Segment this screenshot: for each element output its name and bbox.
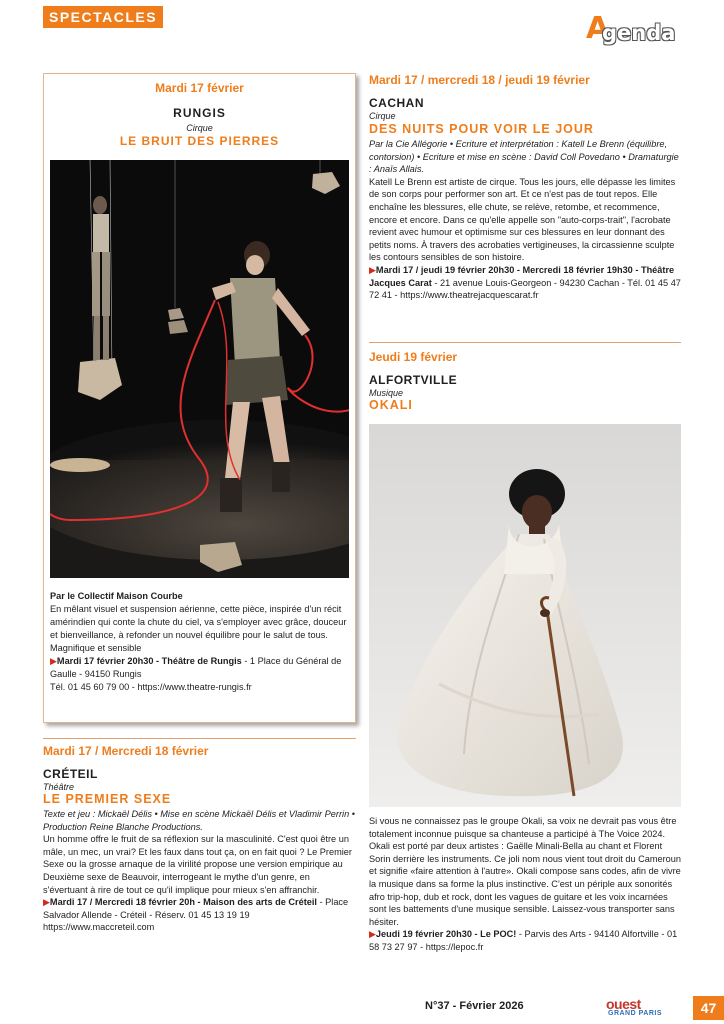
play-arrow-icon: ▶ — [369, 264, 376, 275]
creteil-city: CRÉTEIL — [43, 767, 98, 781]
rungis-website-link[interactable]: https://www.theatre-rungis.fr — [137, 682, 252, 692]
rungis-company: Par le Collectif Maison Courbe — [50, 591, 183, 601]
rungis-info — [50, 655, 352, 681]
rungis-city: RUNGIS — [173, 106, 226, 120]
creteil-credits: Texte et jeu : Mickaël Délis • Mise en scène Mickaël Délis et Vladimir Perrin • Production Reine Blanche Productions. — [43, 809, 355, 832]
rungis-session: Mardi 17 février 20h30 - Théâtre de Rungis — [56, 656, 242, 666]
play-arrow-icon: ▶ — [43, 897, 50, 908]
rungis-phone: Tél. 01 45 60 79 00 - — [50, 682, 138, 692]
creteil-article — [43, 744, 356, 934]
creteil-genre: Théâtre — [43, 782, 75, 792]
cachan-description: Katell Le Brenn est artiste de cirque. Tous les jours, elle dépasse les limites de son corps pour performer son art. Et ce n'est pas de tout repos. Elle enchaîne les blessures, elle chute, se relève, retombe, et recommence, encore et encore. Dans ce qu'elle appelle son "auto-corps-trait", l'acrobate revient avec humour et optimisme sur ces blessures en leur donnant des petits noms. À travers des acrobaties vertigineuses, la circassienne sculpte les contours sensibles de son histoire. — [369, 176, 676, 263]
cachan-address: - 21 avenue Louis-Georgeon - 94230 Cachan - Tél. 01 45 47 72 41 - — [369, 277, 681, 301]
page-number: 47 — [693, 996, 724, 1020]
creteil-session: Mardi 17 / Mercredi 18 février 20h - Maison des arts de Créteil — [49, 897, 317, 908]
section-rubric: SPECTACLES — [43, 6, 163, 28]
alfortville-city: ALFORTVILLE — [369, 373, 458, 387]
creteil-contact — [43, 921, 356, 934]
divider — [43, 738, 356, 739]
alfortville-header — [369, 350, 681, 412]
alfortville-date: Jeudi 19 février — [369, 350, 458, 364]
rungis-description: En mêlant visuel et suspension aérienne, cette pièce, inspirée d'un récit amérindien qui conte la chute du ciel, va s'employer avec grâce, douceur et bienveillance, à refonder un nouvel équilibre pour le salut de tous. Magnifique et sensible — [50, 604, 347, 653]
rungis-title: LE BRUIT DES PIERRES — [119, 134, 280, 148]
magazine-logo-bottom: GRAND PARIS — [608, 1010, 662, 1017]
alfortville-session: Jeudi 19 février 20h30 - Le POC! — [375, 929, 517, 940]
creteil-info — [43, 896, 356, 921]
creteil-address: - Place Salvador Allende - Créteil - Réserv. 01 45 13 19 19 — [43, 897, 349, 920]
alfortville-title: OKALI — [369, 398, 413, 412]
rungis-body — [50, 590, 352, 694]
magazine-logo — [606, 996, 680, 1020]
cachan-city: CACHAN — [369, 96, 424, 110]
issue-label: N°37 - Février 2026 — [425, 1000, 524, 1012]
creteil-description: Un homme offre le fruit de sa réflexion sur la masculinité. C'est quoi être un mâle, un mec, un vrai? Et les faux dans tout ça, on en fait quoi ? Le Premier Sexe ou la grosse arnaque de la virilité propose une version empirique au Deuxième sexe de Beauvoir, interrogeant le mythe d'un genre, en s'évertuant à rire de tout ce qu'il implique pour mieux s'en affranchir. — [43, 834, 352, 895]
alfortville-address: - Parvis des Arts - 94140 Alfortville - 01 58 73 27 97 - — [369, 929, 678, 952]
cachan-genre: Cirque — [369, 111, 396, 121]
circus-performance-photo — [50, 160, 349, 578]
rungis-genre: Cirque — [186, 123, 213, 133]
agenda-logo-word: genda — [602, 21, 676, 45]
agenda-logo-letter: A — [586, 11, 610, 46]
rungis-address: - 1 Place du Général de Gaulle - 94150 Rungis — [50, 656, 342, 679]
singer-photo — [369, 424, 681, 807]
rungis-date: Mardi 17 février — [155, 81, 244, 95]
cachan-title: DES NUITS POUR VOIR LE JOUR — [369, 122, 594, 136]
rungis-article — [43, 73, 356, 723]
alfortville-genre: Musique — [369, 388, 404, 398]
alfortville-info — [369, 928, 681, 953]
cachan-session: Mardi 17 / jeudi 19 février 20h30 - Mercredi 18 février 19h30 - Théâtre Jacques Carat — [369, 264, 675, 288]
magazine-logo-top: ouest — [606, 996, 641, 1012]
agenda-logo — [586, 11, 686, 46]
cachan-credits: Par la Cie Allégorie • Ecriture et interprétation : Katell Le Brenn (équilibre, contorsion) • Ecriture et mise en scène : David Coll Povedano • Dramaturgie : Anaïs Allais. — [369, 139, 679, 175]
cachan-date: Mardi 17 / mercredi 18 / jeudi 19 février — [369, 73, 590, 87]
alfortville-body — [369, 815, 681, 954]
alfortville-description: Si vous ne connaissez pas le groupe Okali, sa voix ne devrait pas vous être totalement inconnue puisque sa chanteuse a participé à The Voice 2024. Okali est porté par deux artistes : Gaëlle Minali-Bella au chant et Florent Sorin derrière les instruments. Ce joli nom nous vient tout droit du Cameroun et signifie «faire attention à l'autre». Okali compose sans codes, afin de vivre la musique dans sa forme la plus instinctive. C'est un périple aux sonorités afro trip-hop, dub et rock, dont les vagues de guitare et les voix incarnées sont les battements d'une musique sensible. Laissez-vous transporter sans hésiter. — [369, 816, 682, 927]
cachan-info — [369, 264, 681, 302]
creteil-website-link[interactable]: https://www.maccreteil.com — [43, 922, 155, 933]
creteil-date: Mardi 17 / Mercredi 18 février — [43, 744, 209, 758]
play-arrow-icon: ▶ — [50, 656, 57, 666]
creteil-title: LE PREMIER SEXE — [43, 792, 172, 806]
cachan-website-link[interactable]: https://www.theatrejacquescarat.fr — [400, 290, 539, 301]
play-arrow-icon: ▶ — [369, 929, 376, 940]
alfortville-website-link[interactable]: https://lepoc.fr — [425, 941, 484, 952]
divider — [369, 342, 681, 343]
cachan-article — [369, 73, 681, 302]
rungis-contact — [50, 681, 352, 694]
